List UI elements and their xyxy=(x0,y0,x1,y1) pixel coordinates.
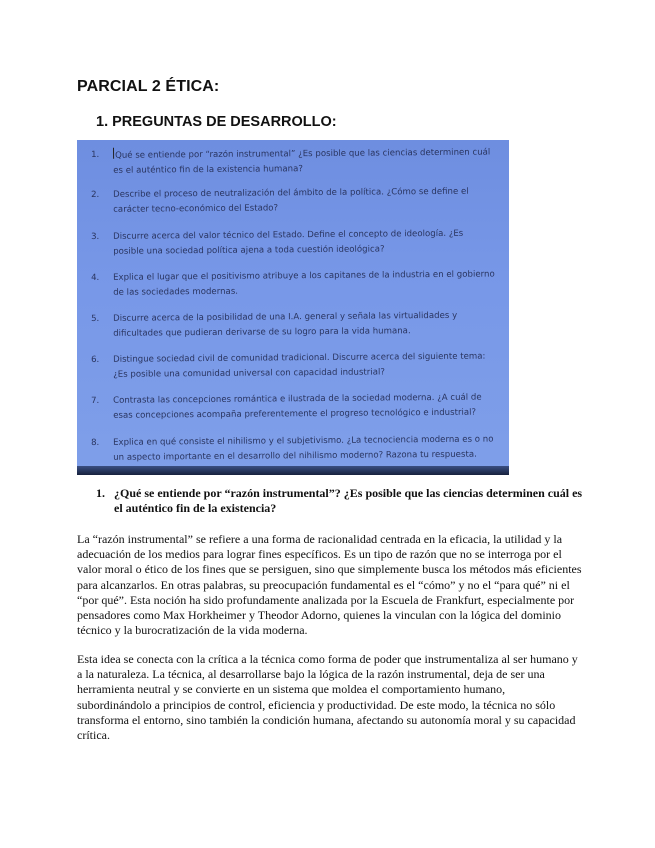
photo-question-number: 1. xyxy=(91,149,100,160)
answer-question-heading xyxy=(96,486,586,516)
photo-question xyxy=(91,184,496,218)
photo-question-number: 5. xyxy=(91,313,100,324)
answer-question-text: ¿Qué se entiende por “razón instrumental”? ¿Es posible que las ciencias determinen cuál es el auténtico fin de la existencia? xyxy=(114,486,583,515)
photo-question-text: Distingue sociedad civil de comunidad tradicional. Discurre acerca del siguiente tema: ¿Es posible una comunidad universal con capacidad industrial? xyxy=(113,351,486,380)
photo-question-number: 2. xyxy=(91,189,100,200)
photo-question xyxy=(91,349,496,383)
answer-paragraph: Esta idea se conecta con la crítica a la técnica como forma de poder que instrumentaliza al ser humano y a la naturaleza. La técnica, al desarrollarse bajo la lógica de la razón instrumental, deja de ser una herramienta neutral y se convierte en un sistema que moldea el comportamiento humano, subordinándolo a principios de control, eficiencia y productividad. De este modo, la técnica no sólo transforma el entorno, sino también la condición humana, afectando su autonomía moral y su capacidad crítica. xyxy=(77,652,578,743)
photo-question-number: 3. xyxy=(91,231,100,242)
photo-question xyxy=(91,390,496,424)
photo-question-number: 7. xyxy=(91,395,100,406)
text-cursor-icon xyxy=(113,148,114,159)
photo-question xyxy=(91,308,496,342)
photo-question xyxy=(91,267,496,301)
photo-question xyxy=(91,144,496,179)
questions-photo xyxy=(77,140,509,475)
answer-paragraph: La “razón instrumental” se refiere a una forma de racionalidad centrada en la eficacia, la utilidad y la adecuación de los medios para lograr fines específicos. Es un tipo de razón que no se interroga por el valor moral o ético de los fines que se persiguen, sino que simplemente busca los métodos más eficientes para alcanzarlos. En otras palabras, su preocupación fundamental es el “cómo” y no el “para qué” ni el “por qué”. Esta noción ha sido profundamente analizada por la Escuela de Frankfurt, especialmente por pensadores como Max Horkheimer y Theodor Adorno, quienes la vinculan con la lógica del dominio técnico y la burocratización de la vida moderna. xyxy=(77,532,582,638)
photo-question-text: Explica en qué consiste el nihilismo y el subjetivismo. ¿La tecnociencia moderna es o no un aspecto importante en el desarrollo del nihilismo moderno? Razona tu respuesta. xyxy=(113,434,494,463)
photo-question-text: Explica el lugar que el positivismo atribuye a los capitanes de la industria en el gobierno de las sociedades modernas. xyxy=(113,269,495,298)
photo-question-number: 8. xyxy=(91,437,100,448)
section-heading: 1. PREGUNTAS DE DESARROLLO: xyxy=(96,114,337,130)
photo-question-text: Qué se entiende por “razón instrumental” ¿Es posible que las ciencias determinen cuál es el auténtico fin de la existencia humana? xyxy=(113,147,491,176)
photo-question-number: 4. xyxy=(91,272,100,283)
photo-question-number: 6. xyxy=(91,354,100,365)
photo-question xyxy=(91,432,496,466)
photo-question-text: Discurre acerca de la posibilidad de una I.A. general y señala las virtualidades y dificultades que pudieran derivarse de su logro para la vida humana. xyxy=(113,310,458,339)
photo-question-text: Discurre acerca del valor técnico del Estado. Define el concepto de ideología. ¿Es posible una sociedad política ajena a toda cuestión ideológica? xyxy=(113,228,464,257)
photo-question-text: Contrasta las concepciones romántica e ilustrada de la sociedad moderna. ¿A cuál de esas concepciones acompaña preferentemente el progreso tecnológico e industrial? xyxy=(113,392,482,421)
photo-question xyxy=(91,226,496,260)
answer-question-number: 1. xyxy=(96,486,105,500)
document-title: PARCIAL 2 ÉTICA: xyxy=(77,78,220,95)
photo-question-text: Describe el proceso de neutralización del ámbito de la política. ¿Cómo se define el carácter tecno-económico del Estado? xyxy=(113,186,469,215)
screen-bezel-edge xyxy=(77,466,509,475)
